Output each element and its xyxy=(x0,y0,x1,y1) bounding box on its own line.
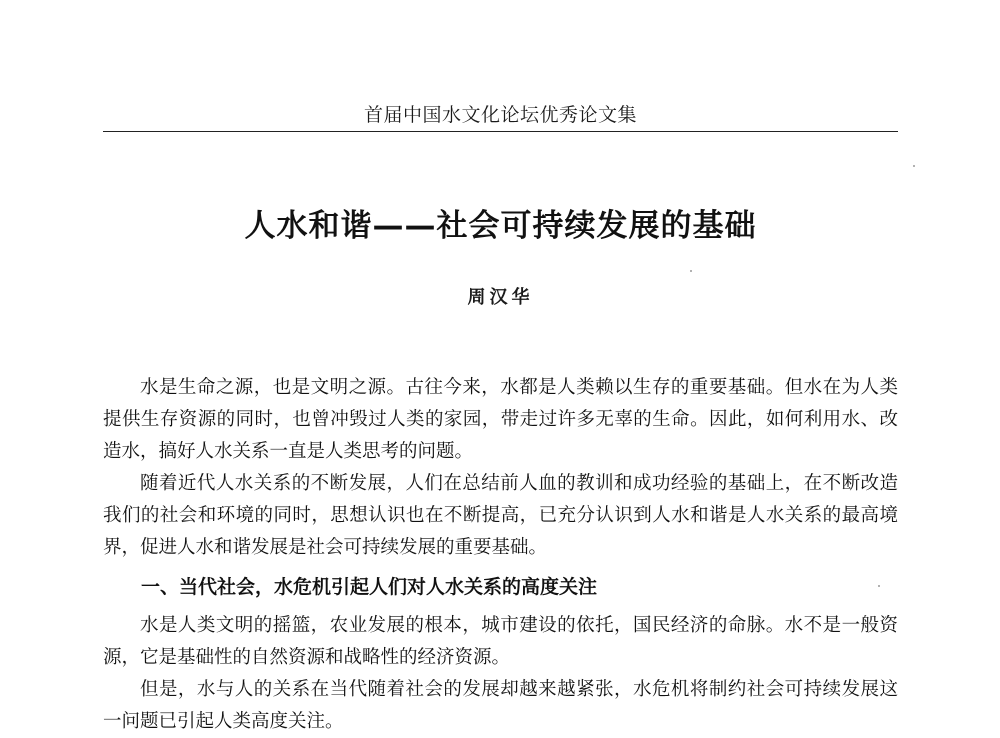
article-body xyxy=(103,372,898,738)
article-title: 人水和谐——社会可持续发展的基础 xyxy=(244,208,757,244)
body-paragraph: 随着近代人水关系的不断发展，人们在总结前人血的教训和成功经验的基础上，在不断改造我们的社会和环境的同时，思想认识也在不断提高，已充分认识到人水和谐是人水关系的最高境界，促进人水和谐发展是社会可持续发展的重要基础。 xyxy=(103,473,898,558)
body-paragraph: 但是，水与人的关系在当代随着社会的发展却越来越紧张，水危机将制约社会可持续发展这一问题已引起人类高度关注。 xyxy=(103,679,898,732)
header-rule xyxy=(103,131,898,132)
scan-speck xyxy=(913,165,915,167)
scan-speck xyxy=(690,270,692,272)
body-paragraph: 水是生命之源，也是文明之源。古往今来，水都是人类赖以生存的重要基础。但水在为人类提供生存资源的同时，也曾冲毁过人类的家园，带走过许多无辜的生命。因此，如何利用水、改造水，搞好人水关系一直是人类思考的问题。 xyxy=(103,377,898,462)
scan-speck xyxy=(878,585,880,587)
section-heading: 一、当代社会，水危机引起人们对人水关系的高度关注 xyxy=(141,576,598,598)
article-author: 周汉华 xyxy=(467,287,534,308)
body-paragraph: 水是人类文明的摇篮，农业发展的根本，城市建设的依托，国民经济的命脉。水不是一般资源，它是基础性的自然资源和战略性的经济资源。 xyxy=(103,615,898,668)
running-header: 首届中国水文化论坛优秀论文集 xyxy=(363,104,637,126)
